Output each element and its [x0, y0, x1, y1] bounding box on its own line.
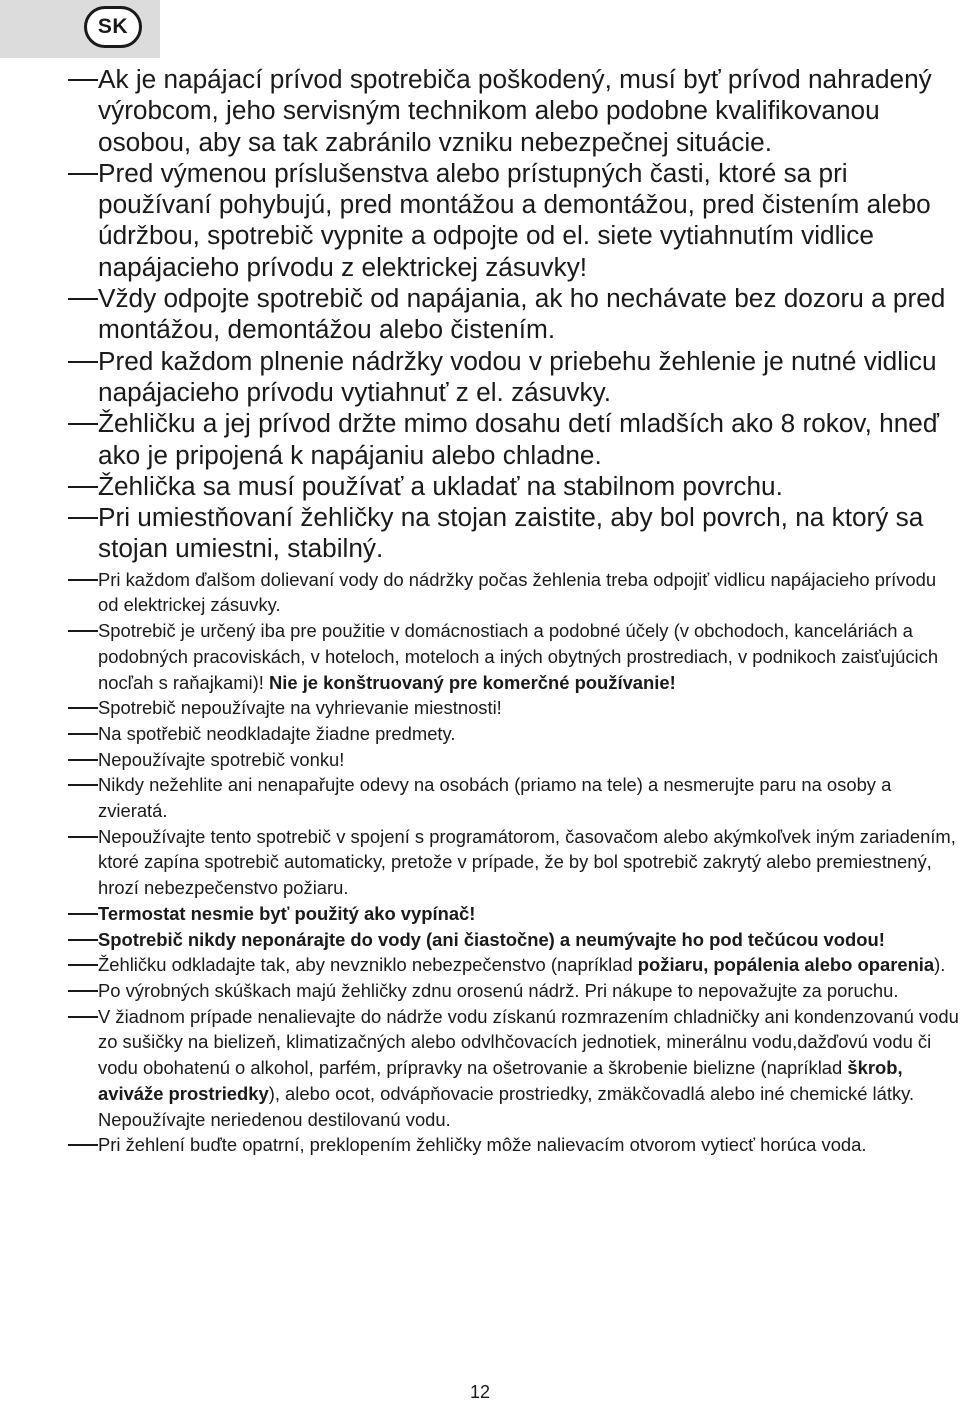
instruction-item — [68, 1004, 960, 1133]
instruction-plain-text: Pri žehlení buďte opatrní, preklopením žehličky môže nalievacím otvorom vytiecť horúca voda. — [98, 1134, 867, 1156]
instruction-text — [98, 772, 960, 823]
em-dash-bullet — [68, 733, 98, 735]
instruction-plain-text: Po výrobných skúškach majú žehličky zdnu orosenú nádrž. Pri nákupe to nepovažujte za poruchu. — [98, 980, 899, 1001]
instruction-plain-text: Žehlička sa musí používať a ukladať na stabilnom povrchu. — [98, 470, 783, 501]
instruction-text — [98, 64, 960, 158]
instruction-plain-text: Spotrebič nepoužívajte na vyhrievanie miestnosti! — [98, 697, 502, 719]
em-dash-bullet — [68, 486, 98, 488]
instruction-item — [68, 346, 960, 409]
safety-instructions-list — [68, 64, 960, 1158]
instruction-text — [98, 952, 960, 978]
instruction-bold-text: Nie je konštruovaný pre komerčné používanie! — [268, 671, 676, 693]
instruction-text — [98, 346, 960, 409]
instruction-text — [98, 408, 960, 471]
instruction-item — [68, 721, 960, 747]
instruction-text — [98, 1004, 960, 1133]
instruction-plain-text: Pred výmenou príslušenstva alebo prístupných časti, ktoré sa pri používaní pohybujú, pred montážou a demontážou, pred čistením alebo údržbou, spotrebič vypnite a odpojte od el. siete vytiahnutím vidlice napájacieho prívodu z elektrickej zásuvky! — [98, 157, 931, 282]
language-label: SK — [97, 15, 129, 38]
instruction-text — [98, 927, 960, 953]
instruction-item — [68, 952, 960, 978]
instruction-item — [68, 1132, 960, 1158]
em-dash-bullet — [68, 707, 98, 709]
instruction-plain-text: Žehličku odkladajte tak, aby nevzniklo nebezpečenstvo (napríklad — [98, 954, 633, 976]
instruction-item — [68, 471, 960, 502]
instruction-plain-text: Nepoužívajte tento spotrebič v spojení s programátorom, časovačom alebo akýmkoľvek iným zariadením, ktoré zapína spotrebič automaticky, pretože v prípade, že by bol spotrebič zakrytý alebo premiestnený, hrozí nebezpečenstvo požiaru. — [98, 825, 956, 899]
instruction-plain-text: Žehličku a jej prívod držte mimo dosahu detí mladších ako 8 rokov, hneď ako je pripojená k napájaniu alebo chladne. — [98, 408, 939, 470]
em-dash-bullet — [68, 1016, 98, 1018]
instruction-text — [98, 721, 960, 747]
instruction-plain-text: Pri každom ďalšom dolievaní vody do nádržky počas žehlenia treba odpojiť vidlicu napájacieho prívodu od elektrickej zásuvky. — [98, 568, 937, 616]
instruction-text — [98, 978, 960, 1004]
em-dash-bullet — [68, 517, 98, 519]
instruction-item — [68, 824, 960, 901]
instruction-item — [68, 695, 960, 721]
em-dash-bullet — [68, 173, 98, 175]
instruction-text — [98, 747, 960, 773]
instruction-item — [68, 283, 960, 346]
instruction-plain-text: Na spotřebič neodkladajte žiadne predmety. — [98, 722, 456, 744]
instruction-bold-text: požiaru, popálenia alebo oparenia — [637, 954, 935, 976]
instruction-bold-text: Spotrebič nikdy neponárajte do vody (ani čiastočne) a neumývajte ho pod tečúcou vodou! — [98, 928, 885, 950]
language-tab — [0, 0, 160, 58]
em-dash-bullet — [68, 913, 98, 915]
instruction-text — [98, 695, 960, 721]
em-dash-bullet — [68, 361, 98, 363]
instruction-text — [98, 502, 960, 565]
instruction-bold-text: Termostat nesmie byť použitý ako vypínač! — [98, 902, 476, 924]
instruction-text — [98, 1132, 960, 1158]
em-dash-bullet — [68, 298, 98, 300]
instruction-plain-text: V žiadnom prípade nenalievajte do nádrže vodu získanú rozmrazením chladničky ani kondenzovanú vodu zo sušičky na bielizeň, klimatizačných alebo odvlhčovacích jednotiek, minerálnu vodu,dažďovú vodu či vodu obohatenú o alkohol, parfém, prípravky na ošetrovanie a škrobenie bielizne (napríklad — [98, 1005, 959, 1079]
em-dash-bullet — [68, 836, 98, 838]
instruction-item — [68, 772, 960, 823]
language-badge — [84, 6, 142, 48]
instruction-item — [68, 158, 960, 283]
instruction-item — [68, 618, 960, 695]
instruction-text — [98, 824, 960, 901]
instruction-text — [98, 901, 960, 927]
instruction-text — [98, 471, 960, 502]
em-dash-bullet — [68, 79, 98, 81]
instruction-item — [68, 567, 960, 618]
em-dash-bullet — [68, 423, 98, 425]
instruction-plain-text: Ak je napájací prívod spotrebiča poškodený, musí byť prívod nahradený výrobcom, jeho servisným technikom alebo podobne kvalifikovanou osobou, aby sa tak zabránilo vzniku nebezpečnej situácie. — [98, 64, 932, 157]
em-dash-bullet — [68, 1144, 98, 1146]
instruction-plain-text: ), alebo ocot, odvápňovacie prostriedky, zmäkčovadlá alebo iné chemické látky. Nepoužívajte neriedenou destilovanú vodu. — [98, 1082, 915, 1130]
instruction-plain-text: ). — [934, 954, 946, 976]
instruction-plain-text: Nikdy nežehlite ani nenapařujte odevy na osobách (priamo na tele) a nesmerujte paru na osoby a zvieratá. — [98, 774, 892, 822]
instruction-bold-text: škrob, aviváže prostriedky — [98, 1057, 903, 1104]
instruction-plain-text: Pred každom plnenie nádržky vodou v priebehu žehlenie je nutné vidlicu napájacieho prívodu vytiahnuť z el. zásuvky. — [98, 345, 937, 407]
em-dash-bullet — [68, 939, 98, 941]
instruction-plain-text: Spotrebič je určený iba pre použitie v domácnostiach a podobné účely (v obchodoch, kanceláriách a podobných pracoviskách, v hoteloch, moteloch a iných obytných prostrediach, v podnikoch zaisťujúcich nocľah s raňajkami)! — [98, 620, 939, 693]
em-dash-bullet — [68, 990, 98, 992]
instruction-text — [98, 618, 960, 695]
instruction-text — [98, 158, 960, 283]
instruction-text — [98, 283, 960, 346]
instruction-plain-text: Vždy odpojte spotrebič od napájania, ak ho nechávate bez dozoru a pred montážou, demontážou alebo čistením. — [98, 283, 946, 345]
em-dash-bullet — [68, 759, 98, 761]
em-dash-bullet — [68, 630, 98, 632]
instruction-item — [68, 747, 960, 773]
instruction-item — [68, 978, 960, 1004]
instruction-item — [68, 502, 960, 565]
instruction-text — [98, 567, 960, 618]
instruction-plain-text: Pri umiestňovaní žehličky na stojan zaistite, aby bol povrch, na ktorý sa stojan umiestni, stabilný. — [98, 502, 924, 564]
em-dash-bullet — [68, 784, 98, 786]
page-number: 12 — [469, 1382, 491, 1402]
instruction-item — [68, 64, 960, 158]
instruction-plain-text: Nepoužívajte spotrebič vonku! — [98, 748, 345, 770]
instruction-item — [68, 901, 960, 927]
instruction-item — [68, 927, 960, 953]
em-dash-bullet — [68, 579, 98, 581]
instruction-item — [68, 408, 960, 471]
em-dash-bullet — [68, 964, 98, 966]
